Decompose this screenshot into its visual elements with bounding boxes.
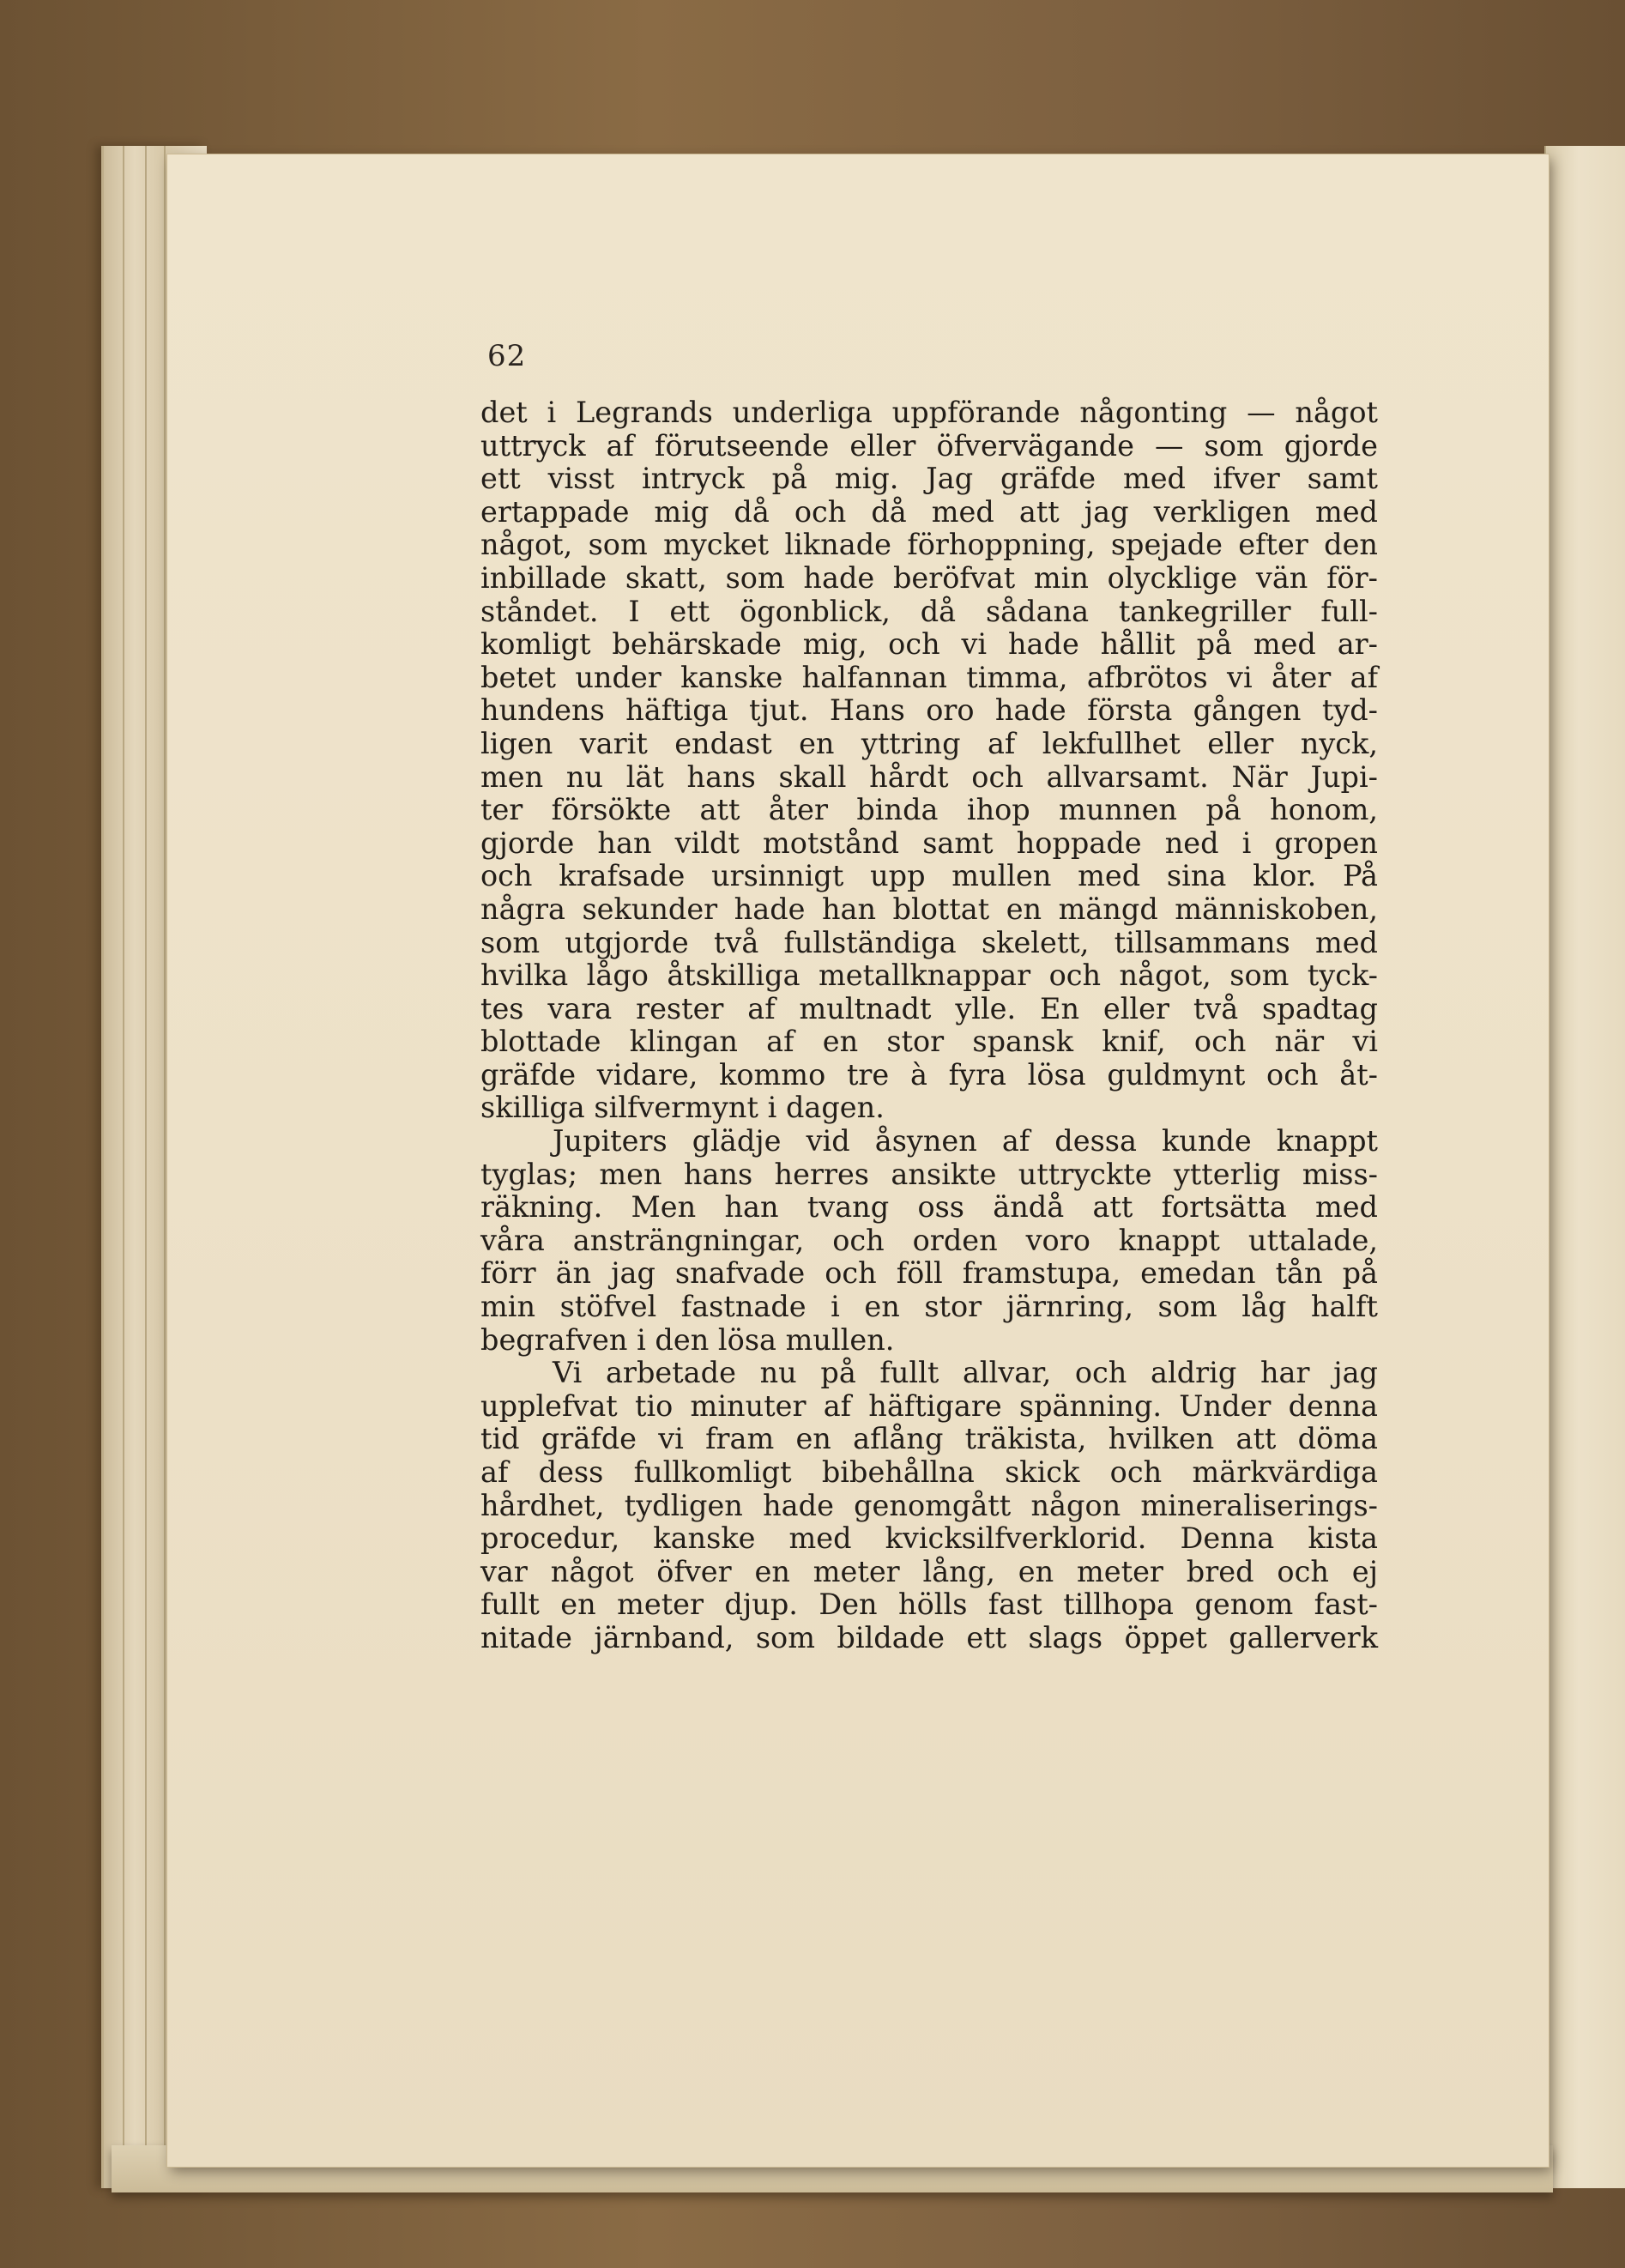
text-line: inbillade skatt, som hade beröfvat min olycklige vän för-	[480, 560, 1378, 595]
facing-page-edge	[1544, 146, 1625, 2188]
text-line: Jupiters glädje vid åsynen af dessa kunde knappt	[553, 1124, 1378, 1158]
text-line: ståndet. I ett ögonblick, då sådana tankegriller full-	[480, 594, 1378, 628]
text-line: procedur, kanske med kvicksilfverklorid. Denna kista	[480, 1521, 1378, 1556]
text-line: nitade järnband, som bildade ett slags öppet gallerverk	[480, 1620, 1378, 1654]
text-line: Vi arbetade nu på fullt allvar, och aldrig har jag	[553, 1356, 1378, 1390]
text-line: ertappade mig då och då med att jag verkligen med	[480, 494, 1378, 529]
text-line: men nu lät hans skall hårdt och allvarsamt. När Jupi-	[480, 759, 1378, 794]
text-line: var något öfver en meter lång, en meter bred och ej	[480, 1554, 1378, 1588]
text-line: begrafven i den lösa mullen.	[480, 1322, 895, 1357]
text-line: upplefvat tio minuter af häftigare spänning. Under denna	[480, 1388, 1378, 1423]
text-line: ett visst intryck på mig. Jag gräfde med ifver samt	[480, 462, 1378, 496]
text-line: skilliga silfvermynt i dagen.	[480, 1091, 885, 1125]
text-line: det i Legrands underliga uppförande någonting — något	[480, 396, 1378, 429]
text-line: af dess fullkomligt bibehållna skick och märkvärdiga	[480, 1455, 1378, 1489]
text-line: blottade klingan af en stor spansk knif, och när vi	[480, 1025, 1378, 1059]
text-line: hvilka lågo åtskilliga metallknappar och något, som tyck-	[480, 959, 1378, 993]
text-line: som utgjorde två fullständiga skelett, tillsammans med	[480, 925, 1378, 959]
body-text	[480, 396, 1378, 1655]
text-line: hårdhet, tydligen hade genomgått någon mineraliserings-	[480, 1488, 1378, 1522]
text-line: ter försökte att åter binda ihop munnen på honom,	[480, 793, 1378, 827]
text-line: fullt en meter djup. Den hölls fast tillhopa genom fast-	[480, 1588, 1378, 1622]
text-line: förr än jag snafvade och föll framstupa, emedan tån på	[480, 1256, 1378, 1291]
text-line: hundens häftiga tjut. Hans oro hade första gången tyd-	[480, 693, 1378, 728]
page-number: 62	[487, 339, 527, 373]
text-line: uttryck af förutseende eller öfvervägande — som gjorde	[480, 428, 1378, 463]
page-edge-line	[123, 146, 124, 2188]
text-line: gjorde han vildt motstånd samt hoppade ned i gropen	[480, 826, 1378, 860]
text-line: komligt behärskade mig, och vi hade hållit på med ar-	[480, 627, 1378, 662]
text-line: något, som mycket liknade förhoppning, spejade efter den	[480, 528, 1378, 562]
text-line: gräfde vidare, kommo tre à fyra lösa guldmynt och åt-	[480, 1057, 1378, 1092]
text-line: min stöfvel fastnade i en stor järnring, som låg halft	[480, 1290, 1378, 1324]
text-line: betet under kanske halfannan timma, afbrötos vi åter af	[480, 660, 1378, 694]
text-line: och krafsade ursinnigt upp mullen med sina klor. På	[480, 859, 1378, 893]
text-line: våra ansträngningar, och orden voro knappt uttalade,	[480, 1223, 1378, 1257]
page-edge-line	[164, 146, 166, 2188]
text-line: ligen varit endast en yttring af lekfullhet eller nyck,	[480, 726, 1378, 760]
text-line: tyglas; men hans herres ansikte uttryckte ytterlig miss-	[480, 1157, 1378, 1191]
text-line: räkning. Men han tvang oss ändå att fortsätta med	[480, 1190, 1378, 1225]
page-edge-line	[145, 146, 147, 2188]
text-line: tes vara rester af multnadt ylle. En eller två spadtag	[480, 991, 1378, 1025]
text-line: tid gräfde vi fram en aflång träkista, hvilken att döma	[480, 1422, 1378, 1456]
text-line: några sekunder hade han blottat en mängd människoben,	[480, 892, 1378, 926]
